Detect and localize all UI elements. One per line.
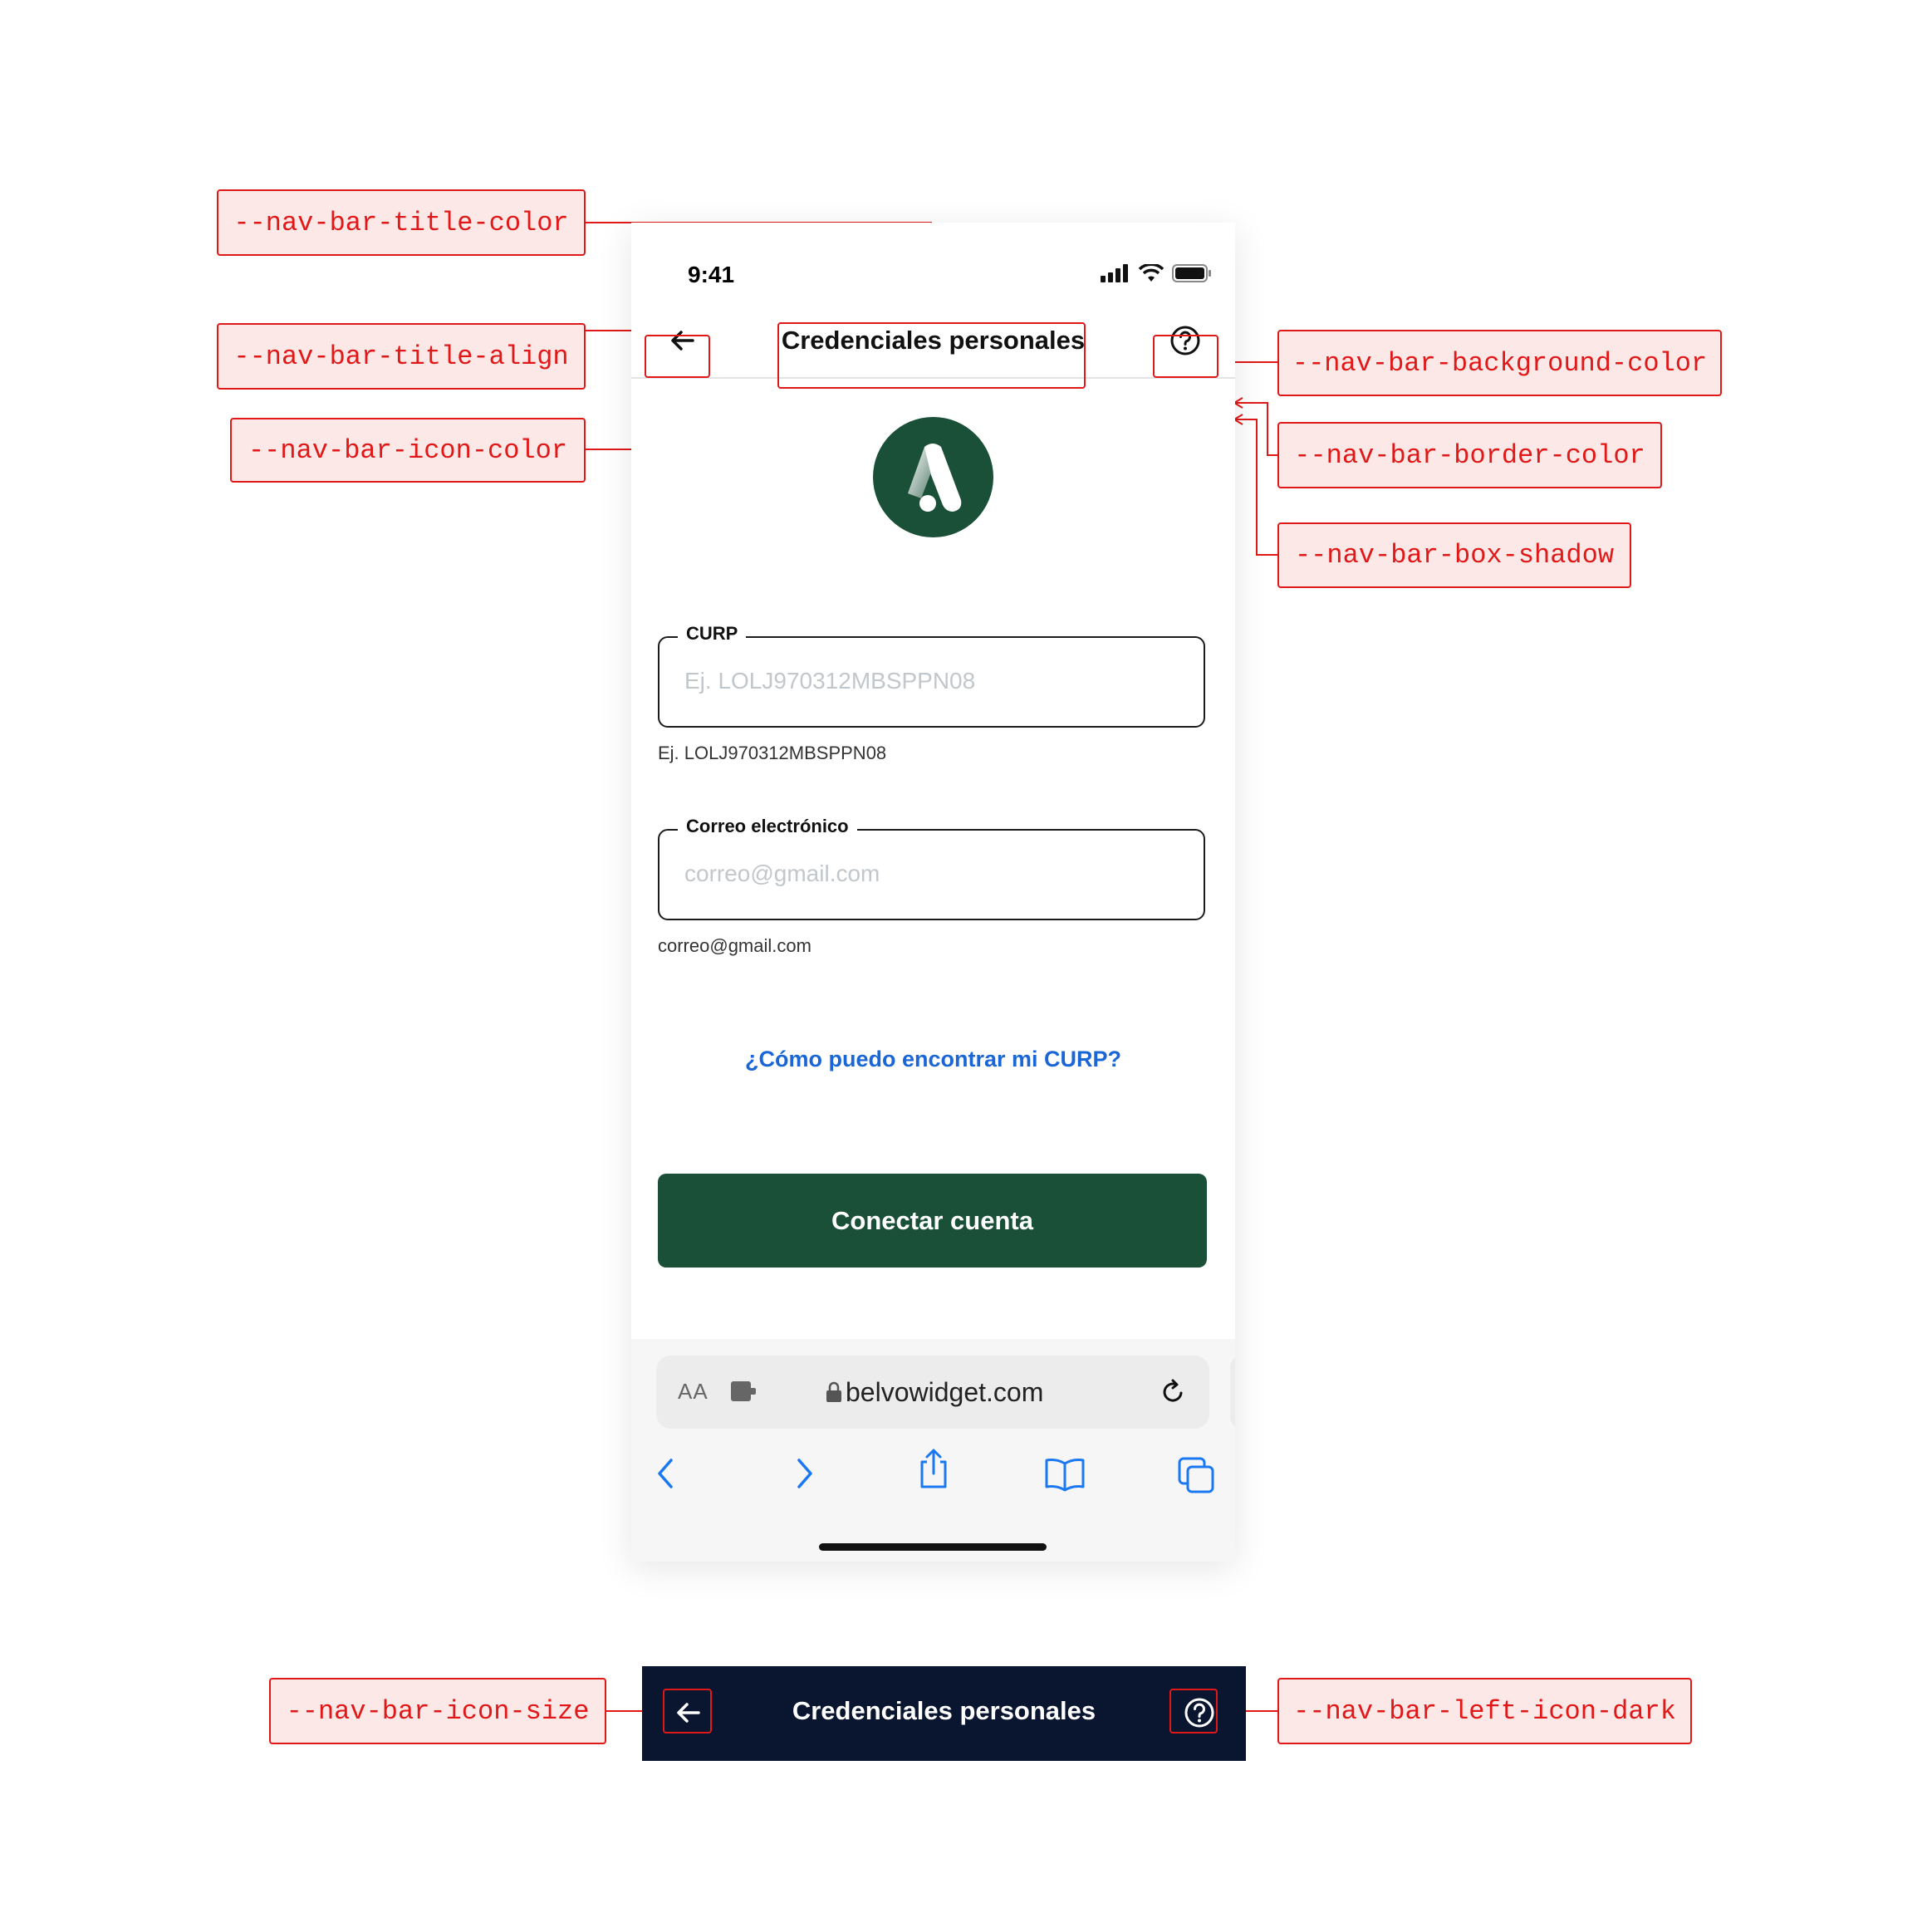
email-helper-text: correo@gmail.com — [658, 935, 811, 956]
institution-logo — [873, 417, 993, 537]
email-input-box[interactable] — [658, 816, 1205, 920]
curp-helper-text: Ej. LOLJ970312MBSPPN08 — [658, 743, 887, 763]
status-time: 9:41 — [688, 262, 735, 287]
reload-icon[interactable] — [1158, 1377, 1188, 1407]
annotation-icon-color: --nav-bar-icon-color — [230, 418, 586, 483]
email-label: Correo electrónico — [678, 816, 857, 837]
annotation-icon-size: --nav-bar-icon-size — [269, 1678, 606, 1744]
annotation-title-color: --nav-bar-title-color — [217, 189, 586, 256]
next-tab-peek[interactable] — [1230, 1356, 1235, 1429]
browser-forward-icon[interactable] — [791, 1455, 817, 1492]
dark-nav-bar — [642, 1666, 1246, 1761]
wifi-icon — [1139, 264, 1164, 282]
battery-icon — [1172, 264, 1212, 282]
highlight-dark-help-icon — [1169, 1689, 1218, 1733]
email-input[interactable]: correo@gmail.com — [684, 861, 880, 886]
status-icons — [1101, 264, 1212, 282]
phone-screen — [631, 223, 1235, 1562]
tabs-icon[interactable] — [1176, 1455, 1216, 1495]
browser-back-icon[interactable] — [653, 1455, 679, 1492]
url-text[interactable]: belvowidget.com — [846, 1377, 1044, 1407]
lock-icon — [826, 1380, 842, 1404]
find-curp-link[interactable]: ¿Cómo puedo encontrar mi CURP? — [744, 1047, 1121, 1071]
curp-input-box[interactable] — [658, 623, 1205, 728]
annotation-title-align: --nav-bar-title-align — [217, 323, 586, 390]
address-bar[interactable] — [656, 1356, 1209, 1429]
annotation-box-shadow: --nav-bar-box-shadow — [1277, 522, 1631, 588]
highlight-dark-back-icon — [663, 1689, 712, 1733]
text-size-button[interactable]: AA — [678, 1379, 708, 1404]
curp-input[interactable]: Ej. LOLJ970312MBSPPN08 — [684, 668, 976, 694]
highlight-nav-title — [777, 322, 1086, 389]
annotation-border-color: --nav-bar-border-color — [1277, 422, 1662, 488]
highlight-help-icon — [1153, 335, 1218, 378]
cellular-signal-icon — [1101, 264, 1130, 282]
curp-label: CURP — [678, 623, 746, 645]
annotation-left-icon-dark: --nav-bar-left-icon-dark — [1277, 1678, 1692, 1744]
bookmarks-icon[interactable] — [1043, 1455, 1086, 1492]
connect-account-button[interactable]: Conectar cuenta — [658, 1174, 1207, 1268]
nav-title: Credenciales personales — [781, 326, 1086, 355]
extension-icon[interactable] — [729, 1379, 759, 1404]
highlight-back-icon — [645, 335, 710, 378]
home-indicator — [819, 1543, 1047, 1551]
browser-toolbar — [631, 1339, 1235, 1562]
annotation-background-color: --nav-bar-background-color — [1277, 330, 1722, 396]
share-icon[interactable] — [915, 1447, 952, 1490]
dark-nav-title: Credenciales personales — [792, 1696, 1096, 1725]
